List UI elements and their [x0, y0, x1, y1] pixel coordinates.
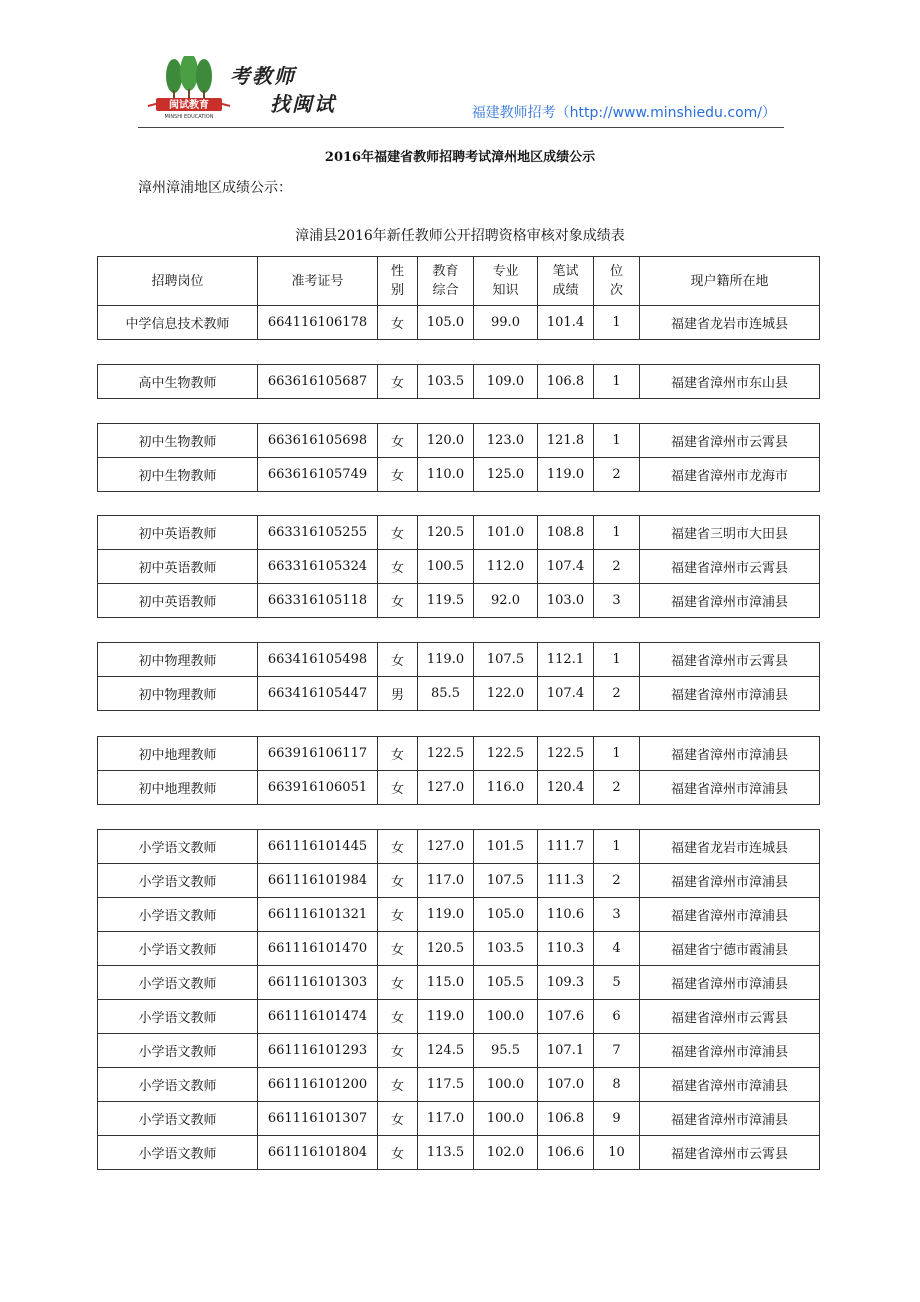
cell-written-score: 111.3 [538, 864, 594, 898]
cell-gender: 女 [378, 898, 418, 932]
table-row [98, 1034, 820, 1068]
table-row [98, 643, 820, 677]
cell-rank: 3 [594, 584, 640, 618]
cell-rank: 9 [594, 1102, 640, 1136]
cell-exam-id: 663416105447 [258, 677, 378, 711]
table-row [98, 1136, 820, 1170]
cell-residence: 福建省漳州市漳浦县 [640, 1102, 820, 1136]
cell-subject-score: 109.0 [474, 365, 538, 399]
cell-residence: 福建省漳州市东山县 [640, 365, 820, 399]
header-text: 性 [390, 264, 404, 279]
cell-gender: 女 [378, 864, 418, 898]
cell-subject-score: 100.0 [474, 1000, 538, 1034]
cell-written-score: 101.4 [538, 306, 594, 340]
header-text: 专业 [492, 264, 519, 279]
cell-position: 小学语文教师 [98, 966, 258, 1000]
table-row [98, 1068, 820, 1102]
cell-exam-id: 661116101470 [258, 932, 378, 966]
cell-residence: 福建省漳州市云霄县 [640, 1136, 820, 1170]
cell-gender: 女 [378, 1000, 418, 1034]
header-text: 准考证号 [291, 273, 344, 289]
score-table-group [97, 256, 820, 340]
cell-gender: 女 [378, 737, 418, 771]
cell-gender: 男 [378, 677, 418, 711]
cell-residence: 福建省漳州市漳浦县 [640, 864, 820, 898]
score-table-group [97, 364, 820, 399]
header-text: 笔试 [552, 264, 579, 279]
header-text: 招聘岗位 [151, 273, 204, 289]
cell-exam-id: 663916106117 [258, 737, 378, 771]
cell-exam-id: 663616105749 [258, 458, 378, 492]
cell-written-score: 103.0 [538, 584, 594, 618]
cell-subject-score: 103.5 [474, 932, 538, 966]
cell-rank: 2 [594, 771, 640, 805]
cell-exam-id: 663616105698 [258, 424, 378, 458]
cell-gender: 女 [378, 424, 418, 458]
cell-rank: 1 [594, 830, 640, 864]
cell-position: 小学语文教师 [98, 1034, 258, 1068]
cell-subject-score: 107.5 [474, 643, 538, 677]
cell-gender: 女 [378, 516, 418, 550]
cell-education-score: 100.5 [418, 550, 474, 584]
table-row [98, 550, 820, 584]
cell-residence: 福建省漳州市云霄县 [640, 550, 820, 584]
cell-gender: 女 [378, 932, 418, 966]
header-text: 位 [609, 264, 623, 279]
cell-subject-score: 112.0 [474, 550, 538, 584]
cell-rank: 2 [594, 550, 640, 584]
cell-rank: 10 [594, 1136, 640, 1170]
cell-education-score: 119.0 [418, 1000, 474, 1034]
cell-written-score: 109.3 [538, 966, 594, 1000]
cell-subject-score: 123.0 [474, 424, 538, 458]
region-label: 漳州漳浦地区成绩公示： [138, 180, 292, 196]
table-row [98, 771, 820, 805]
cell-rank: 1 [594, 306, 640, 340]
svg-text:闽试教育: 闽试教育 [169, 100, 209, 111]
cell-exam-id: 663316105324 [258, 550, 378, 584]
cell-education-score: 105.0 [418, 306, 474, 340]
cell-residence: 福建省漳州市漳浦县 [640, 737, 820, 771]
cell-residence: 福建省漳州市漳浦县 [640, 584, 820, 618]
cell-position: 初中地理教师 [98, 771, 258, 805]
site-link[interactable]: 福建教师招考（http://www.minshiedu.com/） [471, 105, 776, 121]
score-table-group [97, 829, 820, 1170]
cell-rank: 1 [594, 737, 640, 771]
cell-residence: 福建省漳州市漳浦县 [640, 898, 820, 932]
cell-education-score: 122.5 [418, 737, 474, 771]
score-table-group [97, 642, 820, 711]
cell-gender: 女 [378, 458, 418, 492]
cell-written-score: 122.5 [538, 737, 594, 771]
cell-education-score: 119.5 [418, 584, 474, 618]
cell-subject-score: 92.0 [474, 584, 538, 618]
header-exam-id [258, 257, 378, 306]
cell-exam-id: 664116106178 [258, 306, 378, 340]
cell-written-score: 106.8 [538, 1102, 594, 1136]
cell-exam-id: 661116101307 [258, 1102, 378, 1136]
cell-education-score: 127.0 [418, 830, 474, 864]
cell-position: 小学语文教师 [98, 1102, 258, 1136]
table-row [98, 677, 820, 711]
cell-written-score: 110.3 [538, 932, 594, 966]
cell-subject-score: 101.5 [474, 830, 538, 864]
cell-exam-id: 661116101474 [258, 1000, 378, 1034]
cell-position: 高中生物教师 [98, 365, 258, 399]
cell-education-score: 117.5 [418, 1068, 474, 1102]
cell-position: 小学语文教师 [98, 932, 258, 966]
cell-subject-score: 122.5 [474, 737, 538, 771]
cell-rank: 7 [594, 1034, 640, 1068]
cell-position: 小学语文教师 [98, 1068, 258, 1102]
table-row [98, 516, 820, 550]
cell-gender: 女 [378, 1102, 418, 1136]
cell-education-score: 120.5 [418, 932, 474, 966]
table-row [98, 306, 820, 340]
table-title: 漳浦县2016年新任教师公开招聘资格审核对象成绩表 [295, 228, 625, 244]
score-table-group [97, 736, 820, 805]
cell-gender: 女 [378, 584, 418, 618]
svg-text:MINSHI EDUCATION: MINSHI EDUCATION [164, 114, 214, 120]
cell-gender: 女 [378, 966, 418, 1000]
cell-exam-id: 663316105118 [258, 584, 378, 618]
cell-exam-id: 661116101321 [258, 898, 378, 932]
minshi-logo [144, 56, 234, 120]
header-divider [138, 127, 784, 128]
cell-position: 初中物理教师 [98, 643, 258, 677]
header-written-score [538, 257, 594, 306]
cell-residence: 福建省龙岩市连城县 [640, 830, 820, 864]
cell-education-score: 117.0 [418, 864, 474, 898]
table-row [98, 898, 820, 932]
cell-education-score: 117.0 [418, 1102, 474, 1136]
cell-rank: 1 [594, 516, 640, 550]
cell-subject-score: 100.0 [474, 1102, 538, 1136]
cell-subject-score: 100.0 [474, 1068, 538, 1102]
cell-written-score: 107.1 [538, 1034, 594, 1068]
header-text: 现户籍所在地 [690, 273, 769, 289]
cell-residence: 福建省漳州市漳浦县 [640, 771, 820, 805]
cell-subject-score: 107.5 [474, 864, 538, 898]
cell-gender: 女 [378, 365, 418, 399]
header-residence [640, 257, 820, 306]
cell-exam-id: 663916106051 [258, 771, 378, 805]
cell-subject-score: 99.0 [474, 306, 538, 340]
table-row [98, 1000, 820, 1034]
cell-residence: 福建省三明市大田县 [640, 516, 820, 550]
cell-rank: 1 [594, 424, 640, 458]
cell-written-score: 107.6 [538, 1000, 594, 1034]
cell-written-score: 110.6 [538, 898, 594, 932]
cell-residence: 福建省漳州市云霄县 [640, 1000, 820, 1034]
cell-gender: 女 [378, 306, 418, 340]
cell-written-score: 119.0 [538, 458, 594, 492]
table-row [98, 830, 820, 864]
cell-written-score: 106.6 [538, 1136, 594, 1170]
cell-position: 小学语文教师 [98, 1000, 258, 1034]
cell-education-score: 119.0 [418, 898, 474, 932]
cell-subject-score: 101.0 [474, 516, 538, 550]
cell-residence: 福建省漳州市漳浦县 [640, 1034, 820, 1068]
slogan-line-1: 考教师 [230, 64, 296, 88]
table-row [98, 966, 820, 1000]
cell-residence: 福建省漳州市漳浦县 [640, 677, 820, 711]
table-row [98, 584, 820, 618]
header-text: 成绩 [552, 283, 579, 298]
cell-gender: 女 [378, 550, 418, 584]
table-row [98, 365, 820, 399]
cell-residence: 福建省龙岩市连城县 [640, 306, 820, 340]
cell-written-score: 111.7 [538, 830, 594, 864]
cell-written-score: 112.1 [538, 643, 594, 677]
cell-rank: 3 [594, 898, 640, 932]
cell-position: 中学信息技术教师 [98, 306, 258, 340]
cell-exam-id: 663416105498 [258, 643, 378, 677]
cell-written-score: 108.8 [538, 516, 594, 550]
header-text: 次 [609, 283, 623, 298]
table-row [98, 932, 820, 966]
score-table-group [97, 423, 820, 492]
cell-education-score: 113.5 [418, 1136, 474, 1170]
cell-rank: 2 [594, 864, 640, 898]
cell-position: 初中地理教师 [98, 737, 258, 771]
cell-exam-id: 661116101293 [258, 1034, 378, 1068]
header-text: 别 [390, 283, 404, 298]
cell-written-score: 107.0 [538, 1068, 594, 1102]
cell-residence: 福建省漳州市龙海市 [640, 458, 820, 492]
cell-exam-id: 661116101303 [258, 966, 378, 1000]
header-position [98, 257, 258, 306]
cell-education-score: 124.5 [418, 1034, 474, 1068]
cell-residence: 福建省漳州市云霄县 [640, 424, 820, 458]
header-gender [378, 257, 418, 306]
cell-position: 初中物理教师 [98, 677, 258, 711]
cell-position: 初中英语教师 [98, 550, 258, 584]
cell-rank: 5 [594, 966, 640, 1000]
cell-residence: 福建省漳州市漳浦县 [640, 1068, 820, 1102]
cell-position: 初中生物教师 [98, 458, 258, 492]
header-rank [594, 257, 640, 306]
cell-rank: 8 [594, 1068, 640, 1102]
table-row [98, 737, 820, 771]
cell-rank: 1 [594, 365, 640, 399]
cell-residence: 福建省漳州市云霄县 [640, 643, 820, 677]
slogan-line-2: 找闽试 [270, 92, 336, 116]
cell-education-score: 110.0 [418, 458, 474, 492]
cell-gender: 女 [378, 1068, 418, 1102]
cell-gender: 女 [378, 1034, 418, 1068]
cell-position: 初中英语教师 [98, 516, 258, 550]
cell-subject-score: 105.0 [474, 898, 538, 932]
cell-written-score: 107.4 [538, 550, 594, 584]
cell-exam-id: 661116101445 [258, 830, 378, 864]
cell-residence: 福建省漳州市漳浦县 [640, 966, 820, 1000]
cell-education-score: 120.5 [418, 516, 474, 550]
cell-subject-score: 105.5 [474, 966, 538, 1000]
cell-exam-id: 661116101200 [258, 1068, 378, 1102]
cell-education-score: 119.0 [418, 643, 474, 677]
header-education-score [418, 257, 474, 306]
table-row [98, 864, 820, 898]
table-header-row [98, 257, 820, 306]
cell-written-score: 120.4 [538, 771, 594, 805]
cell-subject-score: 95.5 [474, 1034, 538, 1068]
cell-rank: 2 [594, 458, 640, 492]
header-subject-score [474, 257, 538, 306]
cell-rank: 6 [594, 1000, 640, 1034]
cell-residence: 福建省宁德市霞浦县 [640, 932, 820, 966]
table-row [98, 1102, 820, 1136]
page-header [138, 50, 784, 128]
cell-position: 小学语文教师 [98, 864, 258, 898]
cell-exam-id: 663616105687 [258, 365, 378, 399]
cell-position: 初中生物教师 [98, 424, 258, 458]
page-title: 2016年福建省教师招聘考试漳州地区成绩公示 [324, 150, 596, 165]
cell-subject-score: 122.0 [474, 677, 538, 711]
cell-gender: 女 [378, 1136, 418, 1170]
cell-gender: 女 [378, 643, 418, 677]
cell-exam-id: 661116101984 [258, 864, 378, 898]
cell-position: 初中英语教师 [98, 584, 258, 618]
cell-position: 小学语文教师 [98, 1136, 258, 1170]
cell-education-score: 85.5 [418, 677, 474, 711]
cell-subject-score: 116.0 [474, 771, 538, 805]
cell-rank: 2 [594, 677, 640, 711]
score-table-group [97, 515, 820, 618]
header-text: 教育 [432, 264, 459, 279]
cell-education-score: 120.0 [418, 424, 474, 458]
cell-position: 小学语文教师 [98, 830, 258, 864]
cell-gender: 女 [378, 830, 418, 864]
cell-rank: 4 [594, 932, 640, 966]
cell-education-score: 103.5 [418, 365, 474, 399]
table-row [98, 424, 820, 458]
cell-position: 小学语文教师 [98, 898, 258, 932]
cell-education-score: 115.0 [418, 966, 474, 1000]
header-text: 知识 [492, 283, 519, 298]
cell-exam-id: 661116101804 [258, 1136, 378, 1170]
cell-gender: 女 [378, 771, 418, 805]
cell-education-score: 127.0 [418, 771, 474, 805]
cell-subject-score: 102.0 [474, 1136, 538, 1170]
cell-exam-id: 663316105255 [258, 516, 378, 550]
cell-written-score: 121.8 [538, 424, 594, 458]
cell-rank: 1 [594, 643, 640, 677]
cell-written-score: 107.4 [538, 677, 594, 711]
table-row [98, 458, 820, 492]
cell-written-score: 106.8 [538, 365, 594, 399]
cell-subject-score: 125.0 [474, 458, 538, 492]
header-text: 综合 [432, 283, 459, 298]
